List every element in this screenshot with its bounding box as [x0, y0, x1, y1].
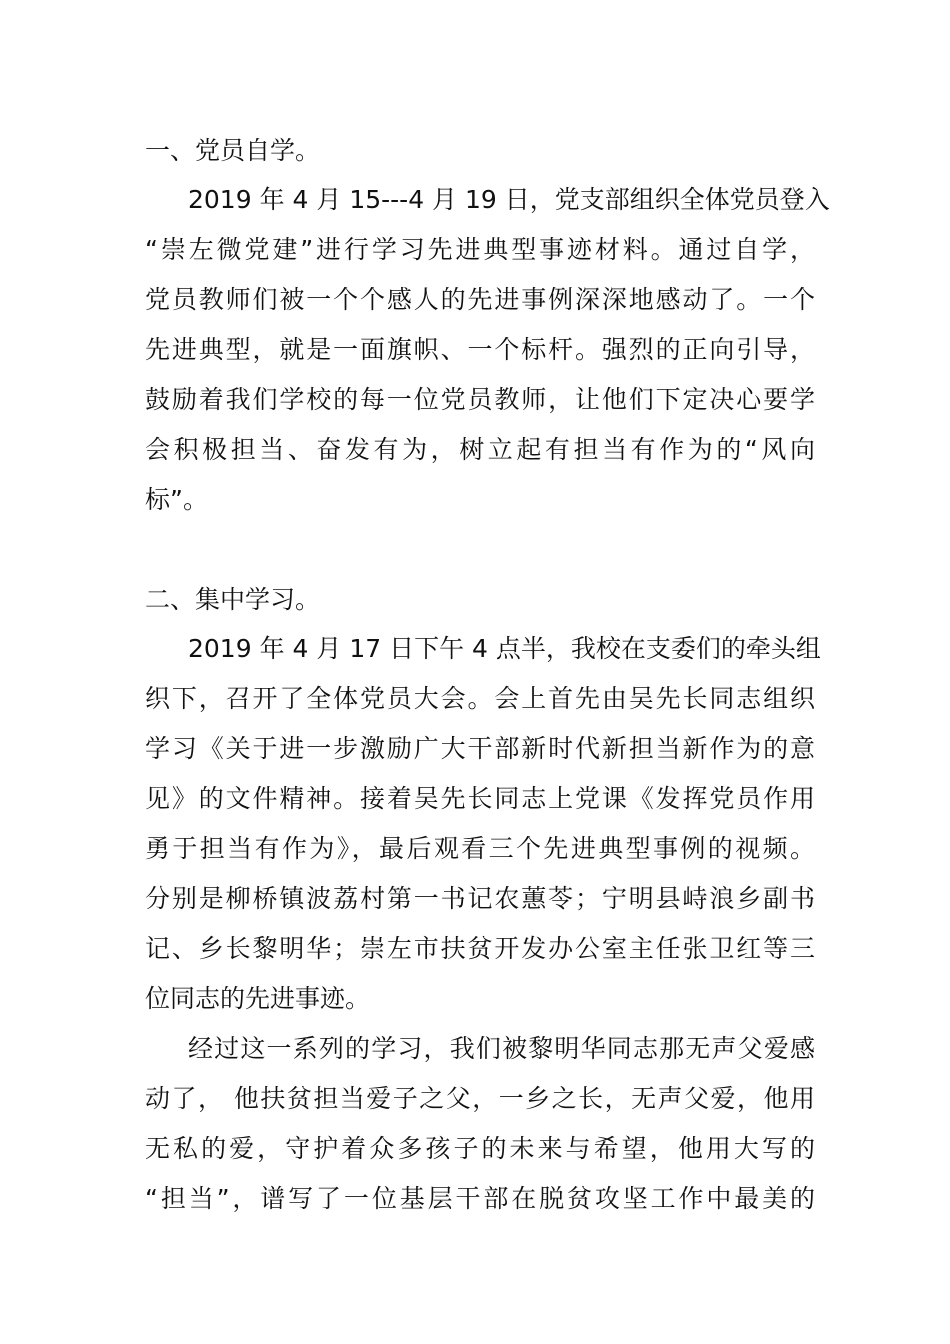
- paragraph-line: 学习《关于进一步激励广大干部新时代新担当新作为的意: [145, 734, 815, 763]
- paragraph-line: 会积极担当、奋发有为，树立起有担当有作为的“风向: [145, 435, 815, 464]
- paragraph-line: 2019 年 4 月 17 日下午 4 点半，我校在支委们的牵头组: [188, 634, 821, 663]
- paragraph-line: 标”。: [145, 485, 208, 514]
- paragraph-line: 2019 年 4 月 15---4 月 19 日，党支部组织全体党员登入: [188, 185, 830, 214]
- section-heading-1: 一、党员自学。: [145, 136, 321, 165]
- paragraph-line: “崇左微党建”进行学习先进典型事迹材料。通过自学，: [145, 235, 815, 264]
- paragraph-line: 动了， 他扶贫担当爱子之父，一乡之长，无声父爱，他用: [145, 1084, 815, 1113]
- paragraph-line: 先进典型，就是一面旗帜、一个标杆。强烈的正向引导，: [145, 335, 815, 364]
- paragraph-line: “担当”，谱写了一位基层干部在脱贫攻坚工作中最美的: [145, 1184, 815, 1213]
- paragraph-line: 经过这一系列的学习，我们被黎明华同志那无声父爱感: [188, 1034, 815, 1063]
- paragraph-line: 见》的文件精神。接着吴先长同志上党课《发挥党员作用: [145, 784, 815, 813]
- paragraph-line: 记、乡长黎明华；崇左市扶贫开发办公室主任张卫红等三: [145, 934, 815, 963]
- paragraph-line: 鼓励着我们学校的每一位党员教师，让他们下定决心要学: [145, 385, 815, 414]
- paragraph-line: 无私的爱，守护着众多孩子的未来与希望，他用大写的: [145, 1134, 815, 1163]
- paragraph-line: 分别是柳桥镇波荔村第一书记农蕙苓；宁明县峙浪乡副书: [145, 884, 815, 913]
- paragraph-line: 勇于担当有作为》，最后观看三个先进典型事例的视频。: [145, 834, 815, 863]
- paragraph-line: 织下，召开了全体党员大会。会上首先由吴先长同志组织: [145, 684, 815, 713]
- paragraph-line: 党员教师们被一个个感人的先进事例深深地感动了。一个: [145, 285, 815, 314]
- section-heading-2: 二、集中学习。: [145, 585, 321, 614]
- paragraph-line: 位同志的先进事迹。: [145, 984, 371, 1013]
